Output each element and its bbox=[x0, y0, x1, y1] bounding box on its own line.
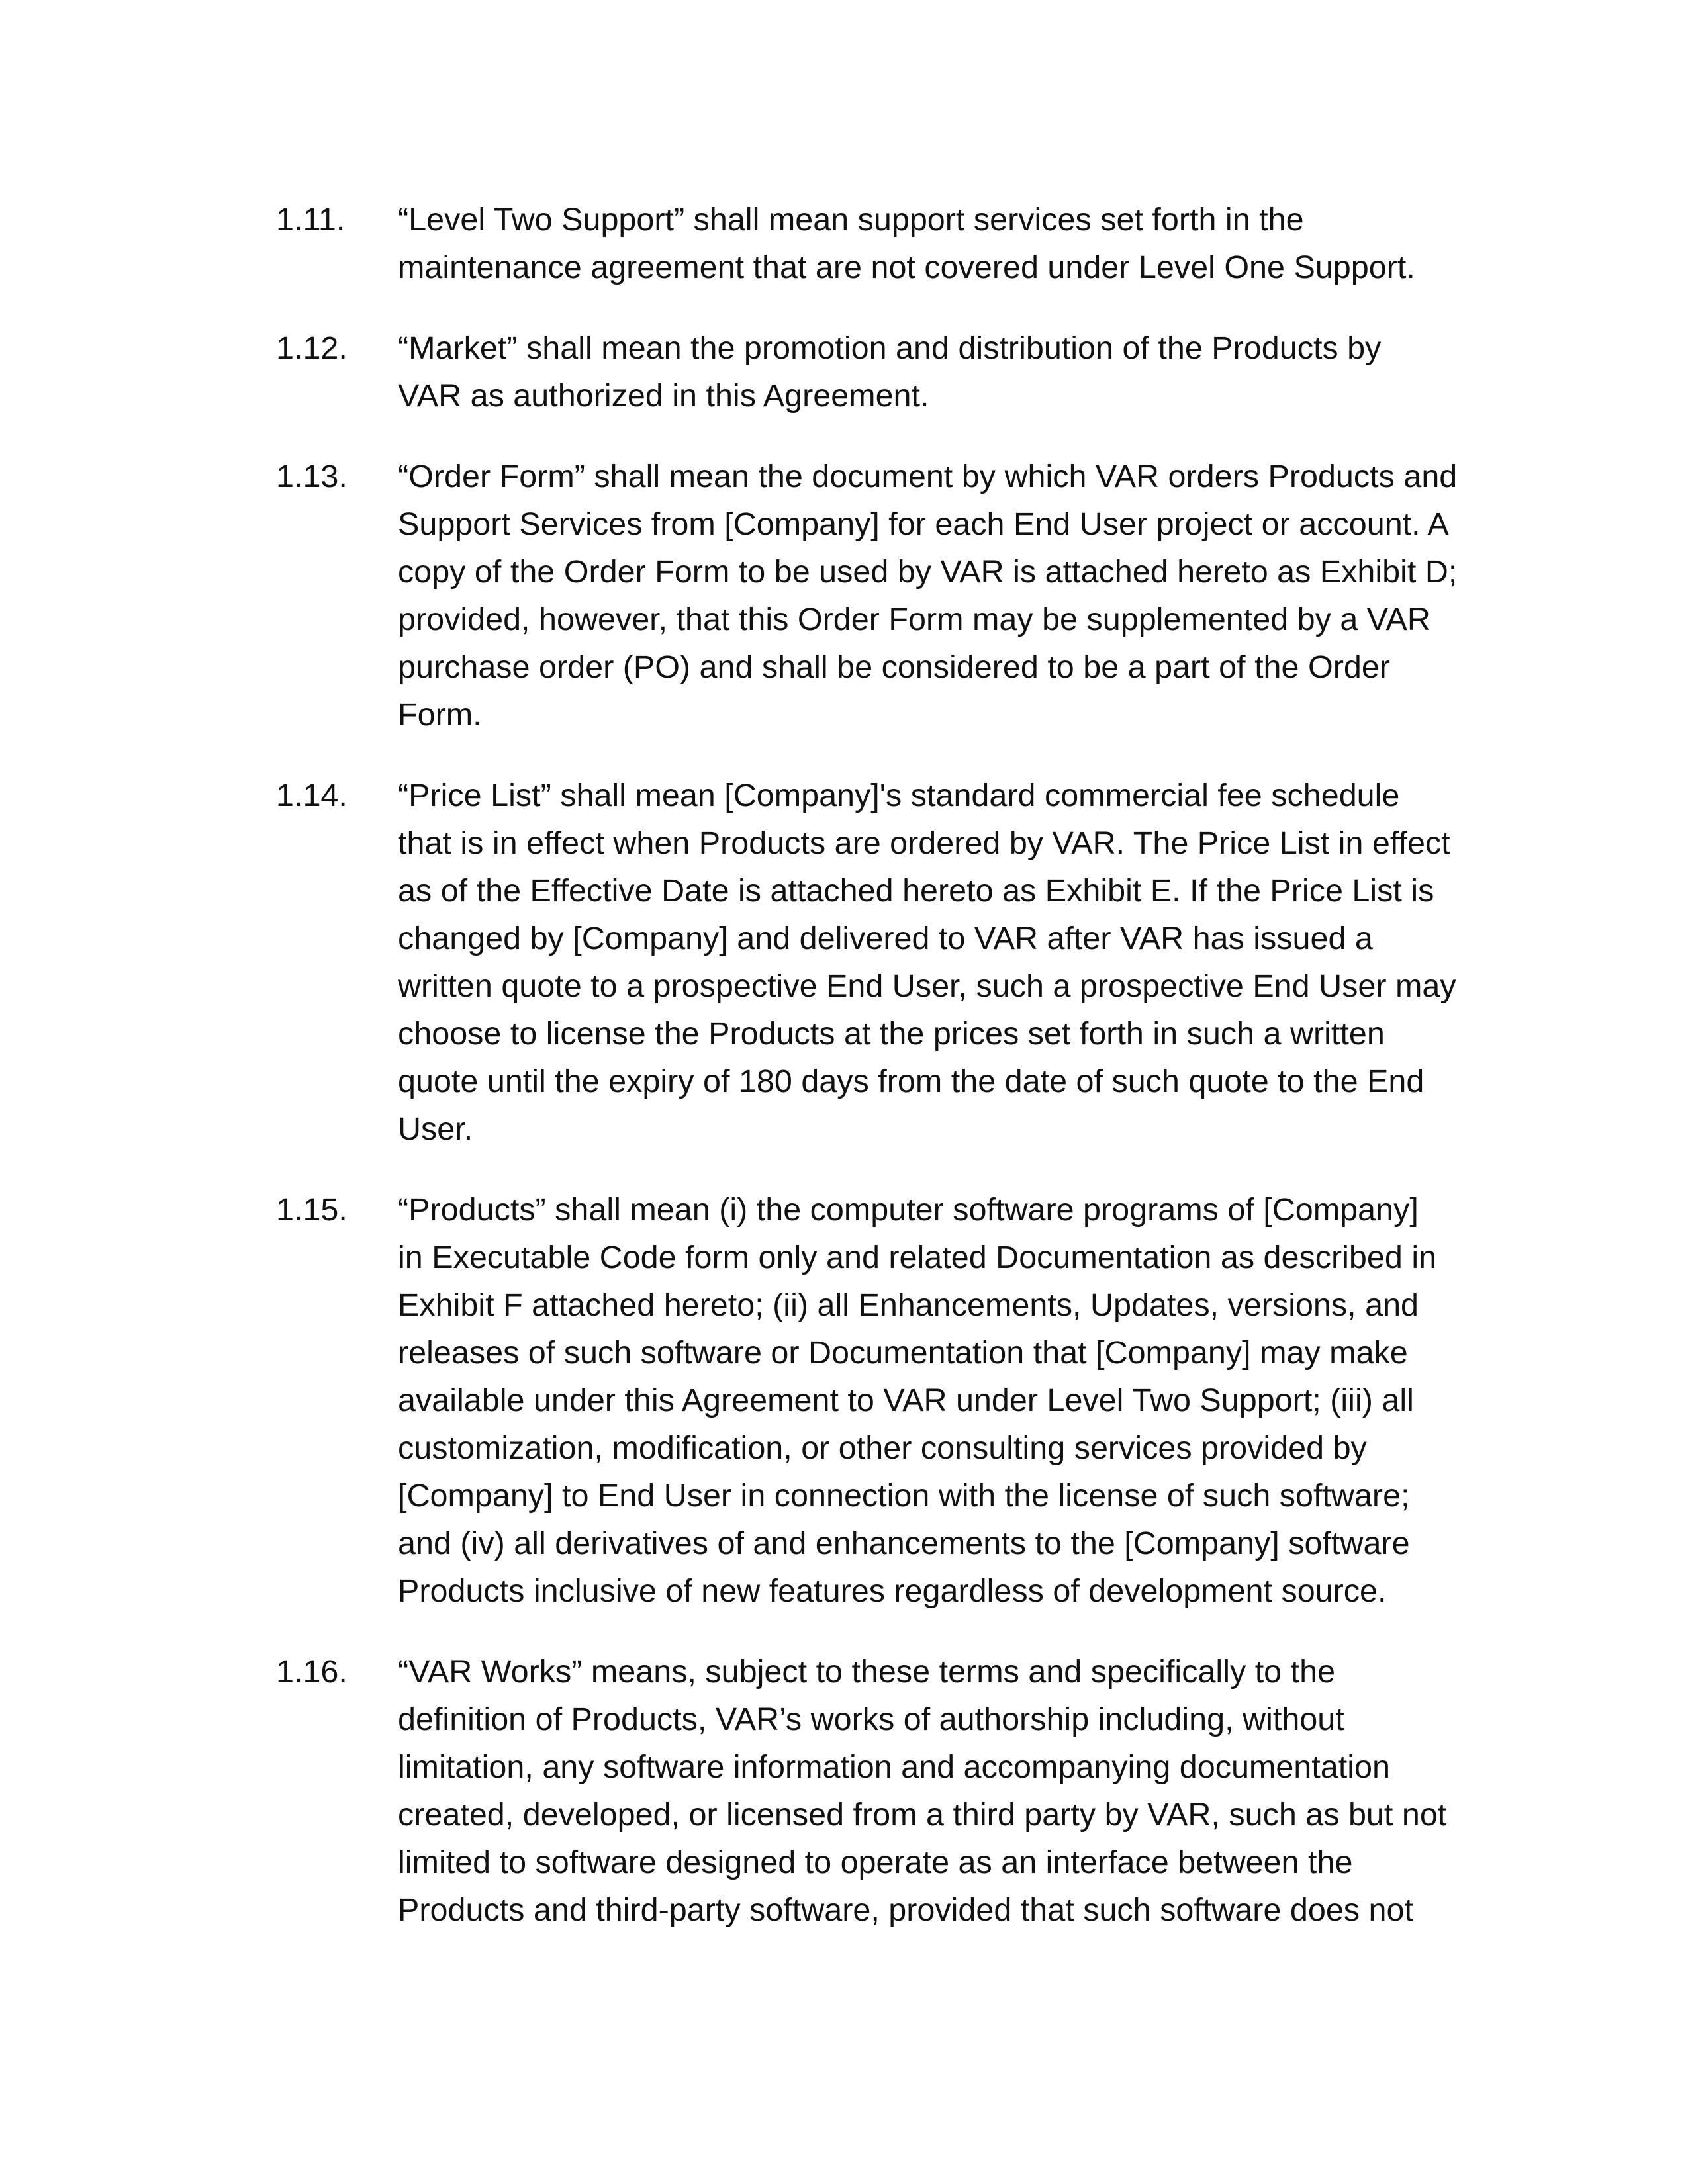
text-line: Support Services from [Company] for each End User project or account. A bbox=[398, 506, 1449, 542]
text-line: created, developed, or licensed from a third party by VAR, such as but not bbox=[398, 1797, 1447, 1833]
clause-1-11 bbox=[276, 196, 1487, 291]
text-line: as of the Effective Date is attached hereto as Exhibit E. If the Price List is bbox=[398, 873, 1434, 909]
text-line: “Level Two Support” shall mean support services set forth in the bbox=[398, 202, 1304, 238]
text-line: Products and third-party software, provided that such software does not bbox=[398, 1892, 1413, 1928]
clause-text bbox=[398, 772, 1487, 1153]
clause-1-15 bbox=[276, 1186, 1487, 1615]
text-line: “Market” shall mean the promotion and distribution of the Products by bbox=[398, 330, 1382, 366]
clause-1-14 bbox=[276, 772, 1487, 1153]
clause-number: 1.13. bbox=[276, 459, 348, 494]
clause-text bbox=[398, 324, 1487, 420]
text-line: limited to software designed to operate as an interface between the bbox=[398, 1844, 1353, 1880]
text-line: Products inclusive of new features regardless of development source. bbox=[398, 1573, 1387, 1609]
text-line: that is in effect when Products are ordered by VAR. The Price List in effect bbox=[398, 825, 1450, 861]
text-line: “Price List” shall mean [Company]'s standard commercial fee schedule bbox=[398, 778, 1400, 813]
text-line: “Order Form” shall mean the document by which VAR orders Products and bbox=[398, 459, 1458, 494]
clause-1-12 bbox=[276, 324, 1487, 420]
clause-1-13 bbox=[276, 453, 1487, 739]
text-line: copy of the Order Form to be used by VAR is attached hereto as Exhibit D; bbox=[398, 554, 1458, 590]
text-line: [Company] to End User in connection with the license of such software; bbox=[398, 1478, 1410, 1514]
clause-number: 1.14. bbox=[276, 778, 348, 813]
text-line: purchase order (PO) and shall be considered to be a part of the Order bbox=[398, 649, 1390, 685]
text-line: choose to license the Products at the prices set forth in such a written bbox=[398, 1016, 1385, 1052]
text-line: maintenance agreement that are not covered under Level One Support. bbox=[398, 250, 1415, 285]
text-line: releases of such software or Documentation that [Company] may make bbox=[398, 1335, 1408, 1371]
text-line: provided, however, that this Order Form may be supplemented by a VAR bbox=[398, 602, 1430, 637]
text-line: User. bbox=[398, 1111, 473, 1147]
text-line: changed by [Company] and delivered to VAR after VAR has issued a bbox=[398, 921, 1373, 956]
text-line: quote until the expiry of 180 days from the date of such quote to the End bbox=[398, 1064, 1425, 1099]
text-line: “VAR Works” means, subject to these terms and specifically to the bbox=[398, 1654, 1336, 1690]
text-line: available under this Agreement to VAR under Level Two Support; (iii) all bbox=[398, 1383, 1414, 1418]
text-line: definition of Products, VAR’s works of authorship including, without bbox=[398, 1702, 1344, 1737]
text-line: customization, modification, or other consulting services provided by bbox=[398, 1430, 1367, 1466]
clause-text bbox=[398, 1186, 1487, 1615]
text-line: limitation, any software information and accompanying documentation bbox=[398, 1749, 1390, 1785]
clause-number: 1.16. bbox=[276, 1654, 348, 1690]
clause-number: 1.12. bbox=[276, 330, 348, 366]
clause-text bbox=[398, 196, 1487, 291]
text-line: written quote to a prospective End User, such a prospective End User may bbox=[398, 968, 1456, 1004]
clause-1-16 bbox=[276, 1648, 1487, 1934]
clause-text bbox=[398, 453, 1487, 739]
clause-number: 1.11. bbox=[276, 202, 346, 238]
text-line: Exhibit F attached hereto; (ii) all Enhancements, Updates, versions, and bbox=[398, 1287, 1419, 1323]
clause-number: 1.15. bbox=[276, 1192, 348, 1228]
text-line: in Executable Code form only and related Documentation as described in bbox=[398, 1240, 1437, 1275]
text-line: Form. bbox=[398, 697, 482, 733]
text-line: “Products” shall mean (i) the computer software programs of [Company] bbox=[398, 1192, 1419, 1228]
text-line: VAR as authorized in this Agreement. bbox=[398, 378, 929, 414]
document-page bbox=[276, 196, 1487, 1967]
clause-text bbox=[398, 1648, 1487, 1934]
text-line: and (iv) all derivatives of and enhancements to the [Company] software bbox=[398, 1525, 1410, 1561]
